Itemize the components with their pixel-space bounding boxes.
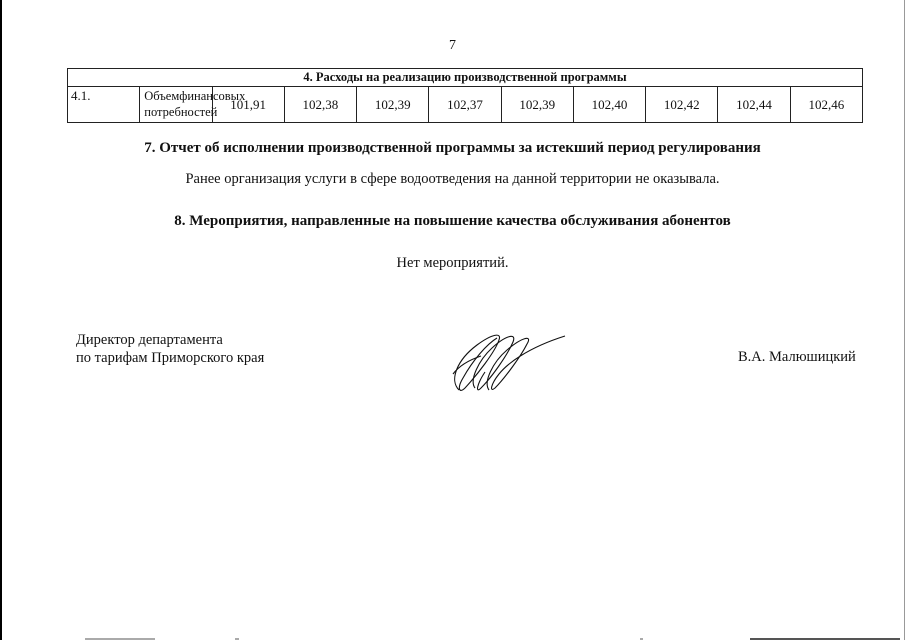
row-name-line2: потребностей <box>144 105 218 119</box>
table-row <box>68 87 863 123</box>
table-section-header-row <box>68 69 863 87</box>
row-number: 4.1. <box>68 87 140 123</box>
signer-name: В.А. Малюшицкий <box>738 349 856 365</box>
value-cell: 102,37 <box>429 87 501 123</box>
value-cell: 102,42 <box>646 87 718 123</box>
signer-position-line2: по тарифам Приморского края <box>76 350 265 366</box>
section8-text: Нет мероприятий. <box>396 255 509 271</box>
financial-table <box>67 68 863 123</box>
value-cell: 102,38 <box>284 87 356 123</box>
row-name <box>140 87 246 123</box>
handwritten-signature-icon <box>447 330 572 400</box>
signer-position <box>76 331 264 367</box>
value-cell: 102,46 <box>790 87 862 123</box>
page-number: 7 <box>449 38 456 53</box>
row-name-word2: финансовых <box>179 89 246 103</box>
scan-edge-left <box>0 0 2 640</box>
section7-heading: 7. Отчет об исполнении производственной программы за истекший период регулирования <box>144 140 761 156</box>
row-name-word1: Объем <box>144 89 180 103</box>
value-cell: 102,44 <box>718 87 790 123</box>
value-cell: 101,91 <box>212 87 284 123</box>
value-cell: 102,40 <box>573 87 645 123</box>
signer-position-line1: Директор департамента <box>76 332 223 348</box>
value-cell: 102,39 <box>501 87 573 123</box>
value-cell: 102,39 <box>357 87 429 123</box>
section7-text: Ранее организация услуги в сфере водоотведения на данной территории не оказывала. <box>185 171 720 187</box>
section8-heading: 8. Мероприятия, направленные на повышение качества обслуживания абонентов <box>174 213 731 229</box>
table-section-header: 4. Расходы на реализацию производственной программы <box>68 69 863 87</box>
